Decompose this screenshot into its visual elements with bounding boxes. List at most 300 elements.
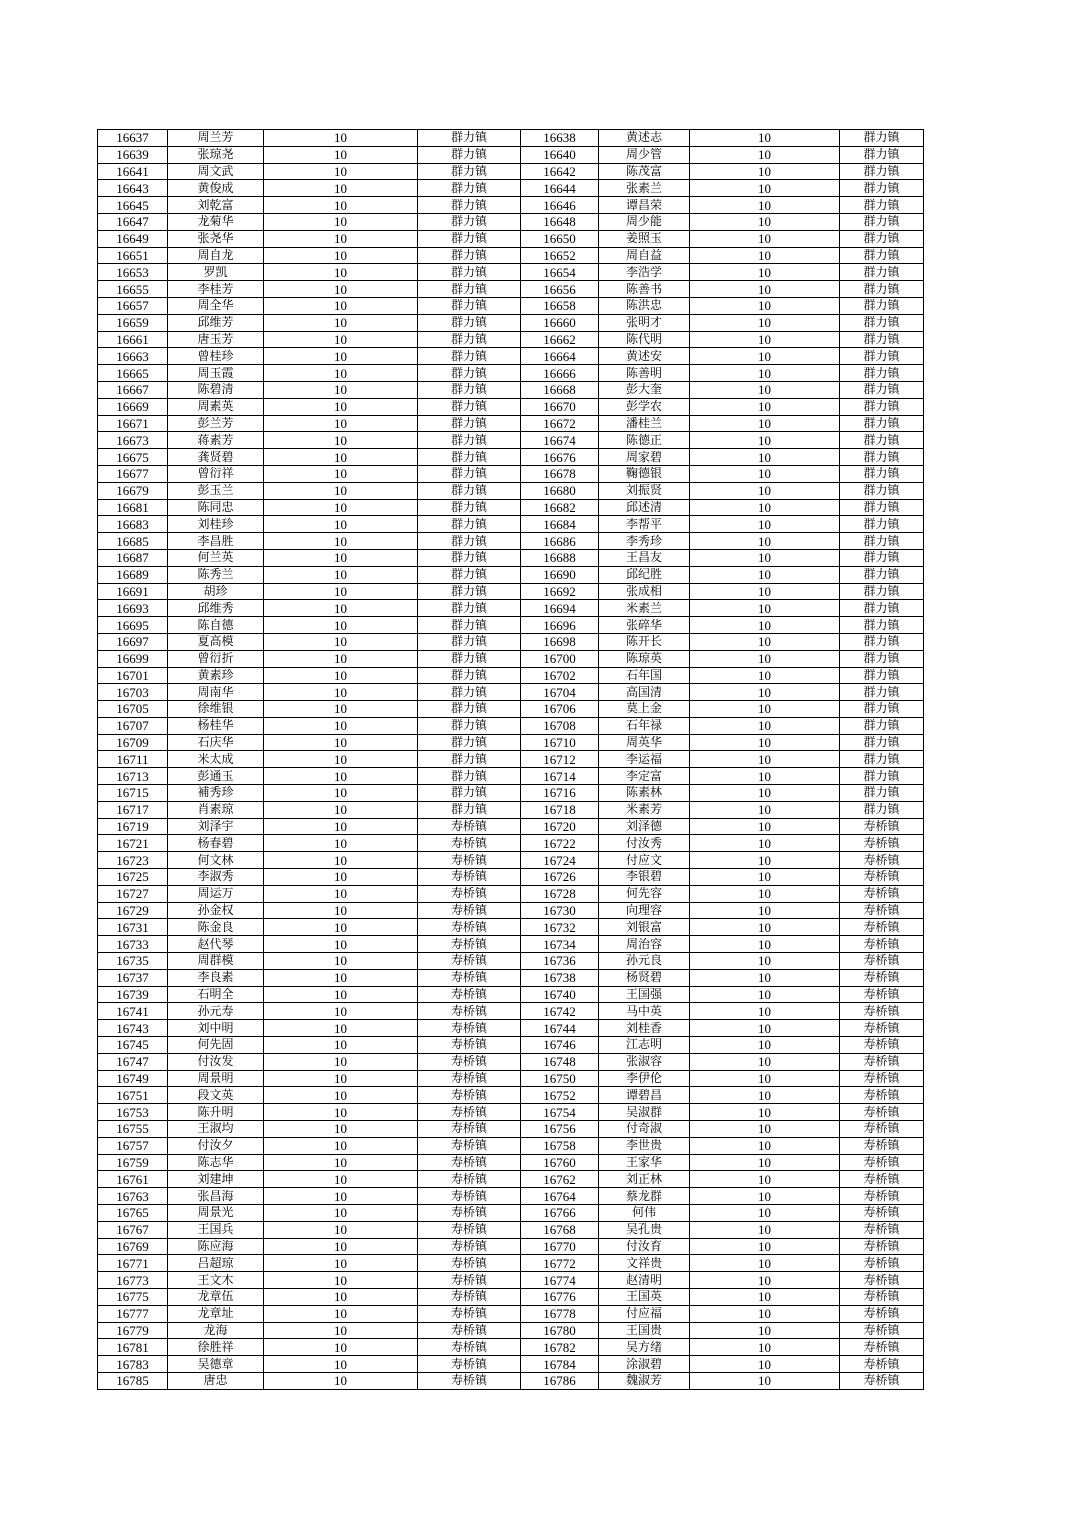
town-cell: 群力镇 [840, 163, 924, 180]
amount-cell: 10 [690, 348, 840, 365]
town-cell: 寿桥镇 [418, 835, 521, 852]
person-name-cell: 石明全 [168, 986, 264, 1003]
table-row [98, 1087, 924, 1104]
person-name-cell: 李良素 [168, 969, 264, 986]
record-id-cell: 16705 [98, 701, 168, 718]
table-row [98, 785, 924, 802]
town-cell: 寿桥镇 [840, 1272, 924, 1289]
record-id-cell: 16744 [521, 1020, 599, 1037]
person-name-cell: 江志明 [599, 1037, 690, 1054]
amount-cell: 10 [264, 1238, 418, 1255]
record-id-cell: 16712 [521, 751, 599, 768]
record-id-cell: 16683 [98, 516, 168, 533]
record-id-cell: 16707 [98, 717, 168, 734]
table-row [98, 734, 924, 751]
table-row [98, 650, 924, 667]
person-name-cell: 吴方绪 [599, 1339, 690, 1356]
person-name-cell: 王国兵 [168, 1221, 264, 1238]
amount-cell: 10 [690, 1087, 840, 1104]
record-id-cell: 16718 [521, 801, 599, 818]
town-cell: 寿桥镇 [418, 1288, 521, 1305]
record-id-cell: 16756 [521, 1121, 599, 1138]
record-id-cell: 16774 [521, 1272, 599, 1289]
table-row [98, 281, 924, 298]
record-id-cell: 16656 [521, 281, 599, 298]
record-id-cell: 16786 [521, 1372, 599, 1389]
amount-cell: 10 [690, 1188, 840, 1205]
town-cell: 群力镇 [418, 785, 521, 802]
town-cell: 群力镇 [840, 499, 924, 516]
town-cell: 寿桥镇 [418, 902, 521, 919]
record-id-cell: 16680 [521, 482, 599, 499]
record-id-cell: 16725 [98, 869, 168, 886]
table-row [98, 701, 924, 718]
town-cell: 群力镇 [840, 146, 924, 163]
record-id-cell: 16653 [98, 264, 168, 281]
amount-cell: 10 [264, 583, 418, 600]
amount-cell: 10 [264, 600, 418, 617]
record-id-cell: 16724 [521, 852, 599, 869]
town-cell: 寿桥镇 [418, 852, 521, 869]
record-id-cell: 16780 [521, 1322, 599, 1339]
record-id-cell: 16639 [98, 146, 168, 163]
table-row [98, 617, 924, 634]
town-cell: 寿桥镇 [418, 919, 521, 936]
town-cell: 群力镇 [840, 297, 924, 314]
amount-cell: 10 [690, 365, 840, 382]
table-row [98, 600, 924, 617]
record-id-cell: 16733 [98, 936, 168, 953]
person-name-cell: 胡珍 [168, 583, 264, 600]
person-name-cell: 陈素林 [599, 785, 690, 802]
town-cell: 寿桥镇 [418, 1104, 521, 1121]
person-name-cell: 周家碧 [599, 449, 690, 466]
person-name-cell: 杨春碧 [168, 835, 264, 852]
town-cell: 群力镇 [840, 230, 924, 247]
amount-cell: 10 [690, 986, 840, 1003]
table-row [98, 1121, 924, 1138]
amount-cell: 10 [690, 432, 840, 449]
person-name-cell: 周少管 [599, 146, 690, 163]
town-cell: 寿桥镇 [840, 969, 924, 986]
amount-cell: 10 [264, 885, 418, 902]
amount-cell: 10 [690, 617, 840, 634]
record-id-cell: 16714 [521, 768, 599, 785]
amount-cell: 10 [690, 701, 840, 718]
table-row [98, 1372, 924, 1389]
record-id-cell: 16687 [98, 549, 168, 566]
amount-cell: 10 [690, 751, 840, 768]
amount-cell: 10 [690, 516, 840, 533]
amount-cell: 10 [264, 381, 418, 398]
person-name-cell: 刘振贤 [599, 482, 690, 499]
person-name-cell: 陈德正 [599, 432, 690, 449]
amount-cell: 10 [690, 1305, 840, 1322]
town-cell: 寿桥镇 [418, 1372, 521, 1389]
person-name-cell: 陈自德 [168, 617, 264, 634]
record-id-cell: 16785 [98, 1372, 168, 1389]
table-row [98, 969, 924, 986]
record-id-cell: 16717 [98, 801, 168, 818]
record-id-cell: 16661 [98, 331, 168, 348]
person-name-cell: 陈同忠 [168, 499, 264, 516]
amount-cell: 10 [690, 230, 840, 247]
town-cell: 寿桥镇 [840, 1238, 924, 1255]
amount-cell: 10 [690, 1121, 840, 1138]
person-name-cell: 彭玉兰 [168, 482, 264, 499]
record-id-cell: 16746 [521, 1037, 599, 1054]
record-id-cell: 16766 [521, 1205, 599, 1222]
record-id-cell: 16669 [98, 398, 168, 415]
record-id-cell: 16641 [98, 163, 168, 180]
amount-cell: 10 [690, 852, 840, 869]
town-cell: 寿桥镇 [418, 953, 521, 970]
record-id-cell: 16686 [521, 533, 599, 550]
person-name-cell: 曾桂珍 [168, 348, 264, 365]
amount-cell: 10 [264, 801, 418, 818]
amount-cell: 10 [690, 297, 840, 314]
amount-cell: 10 [690, 146, 840, 163]
town-cell: 群力镇 [840, 516, 924, 533]
town-cell: 群力镇 [418, 247, 521, 264]
person-name-cell: 黄述安 [599, 348, 690, 365]
record-id-cell: 16675 [98, 449, 168, 466]
amount-cell: 10 [264, 297, 418, 314]
town-cell: 寿桥镇 [418, 885, 521, 902]
amount-cell: 10 [690, 1037, 840, 1054]
record-id-cell: 16698 [521, 633, 599, 650]
person-name-cell: 刘银富 [599, 919, 690, 936]
table-row [98, 852, 924, 869]
record-id-cell: 16739 [98, 986, 168, 1003]
table-row [98, 533, 924, 550]
town-cell: 群力镇 [840, 264, 924, 281]
amount-cell: 10 [690, 398, 840, 415]
person-name-cell: 龚贤碧 [168, 449, 264, 466]
person-name-cell: 刘泽德 [599, 818, 690, 835]
record-id-cell: 16751 [98, 1087, 168, 1104]
record-id-cell: 16701 [98, 667, 168, 684]
amount-cell: 10 [264, 684, 418, 701]
record-id-cell: 16771 [98, 1255, 168, 1272]
table-row [98, 986, 924, 1003]
record-id-cell: 16776 [521, 1288, 599, 1305]
person-name-cell: 孙元良 [599, 953, 690, 970]
record-id-cell: 16784 [521, 1356, 599, 1373]
table-row [98, 1339, 924, 1356]
amount-cell: 10 [690, 1339, 840, 1356]
amount-cell: 10 [690, 1372, 840, 1389]
town-cell: 群力镇 [418, 734, 521, 751]
record-id-cell: 16755 [98, 1121, 168, 1138]
person-name-cell: 谭昌荣 [599, 197, 690, 214]
person-name-cell: 谭碧昌 [599, 1087, 690, 1104]
table-row [98, 297, 924, 314]
record-id-cell: 16689 [98, 566, 168, 583]
amount-cell: 10 [264, 1020, 418, 1037]
amount-cell: 10 [264, 1154, 418, 1171]
amount-cell: 10 [264, 717, 418, 734]
record-id-cell: 16728 [521, 885, 599, 902]
record-id-cell: 16713 [98, 768, 168, 785]
town-cell: 群力镇 [418, 314, 521, 331]
person-name-cell: 张淑容 [599, 1053, 690, 1070]
person-name-cell: 刘正林 [599, 1171, 690, 1188]
town-cell: 寿桥镇 [418, 1053, 521, 1070]
table-row [98, 415, 924, 432]
town-cell: 群力镇 [840, 751, 924, 768]
record-id-cell: 16678 [521, 465, 599, 482]
record-id-cell: 16759 [98, 1154, 168, 1171]
amount-cell: 10 [264, 1339, 418, 1356]
person-name-cell: 张碎华 [599, 617, 690, 634]
town-cell: 寿桥镇 [840, 1205, 924, 1222]
person-name-cell: 彭兰芳 [168, 415, 264, 432]
person-name-cell: 彭学农 [599, 398, 690, 415]
amount-cell: 10 [690, 415, 840, 432]
amount-cell: 10 [264, 1255, 418, 1272]
record-id-cell: 16696 [521, 617, 599, 634]
town-cell: 群力镇 [418, 264, 521, 281]
amount-cell: 10 [690, 953, 840, 970]
amount-cell: 10 [690, 919, 840, 936]
town-cell: 群力镇 [418, 465, 521, 482]
record-id-cell: 16741 [98, 1003, 168, 1020]
amount-cell: 10 [264, 281, 418, 298]
town-cell: 寿桥镇 [418, 1070, 521, 1087]
table-row [98, 1154, 924, 1171]
record-id-cell: 16778 [521, 1305, 599, 1322]
record-id-cell: 16673 [98, 432, 168, 449]
amount-cell: 10 [264, 415, 418, 432]
person-name-cell: 陈善书 [599, 281, 690, 298]
town-cell: 群力镇 [840, 465, 924, 482]
record-id-cell: 16747 [98, 1053, 168, 1070]
amount-cell: 10 [264, 163, 418, 180]
record-id-cell: 16652 [521, 247, 599, 264]
town-cell: 寿桥镇 [840, 902, 924, 919]
record-id-cell: 16709 [98, 734, 168, 751]
record-id-cell: 16743 [98, 1020, 168, 1037]
table-row [98, 432, 924, 449]
person-name-cell: 周少能 [599, 213, 690, 230]
town-cell: 寿桥镇 [418, 1238, 521, 1255]
person-name-cell: 米太成 [168, 751, 264, 768]
amount-cell: 10 [264, 1305, 418, 1322]
record-id-cell: 16688 [521, 549, 599, 566]
record-id-cell: 16729 [98, 902, 168, 919]
record-id-cell: 16727 [98, 885, 168, 902]
record-id-cell: 16764 [521, 1188, 599, 1205]
person-name-cell: 夏高模 [168, 633, 264, 650]
town-cell: 群力镇 [418, 213, 521, 230]
person-name-cell: 何伟 [599, 1205, 690, 1222]
table-row [98, 953, 924, 970]
record-id-cell: 16697 [98, 633, 168, 650]
amount-cell: 10 [690, 785, 840, 802]
table-row [98, 1238, 924, 1255]
town-cell: 群力镇 [418, 516, 521, 533]
record-id-cell: 16699 [98, 650, 168, 667]
town-cell: 寿桥镇 [840, 953, 924, 970]
record-id-cell: 16773 [98, 1272, 168, 1289]
amount-cell: 10 [264, 1003, 418, 1020]
town-cell: 寿桥镇 [418, 1322, 521, 1339]
record-id-cell: 16738 [521, 969, 599, 986]
town-cell: 群力镇 [840, 617, 924, 634]
amount-cell: 10 [264, 314, 418, 331]
amount-cell: 10 [264, 247, 418, 264]
table-row [98, 549, 924, 566]
amount-cell: 10 [690, 818, 840, 835]
person-name-cell: 孙金权 [168, 902, 264, 919]
town-cell: 寿桥镇 [418, 1121, 521, 1138]
record-id-cell: 16694 [521, 600, 599, 617]
amount-cell: 10 [690, 633, 840, 650]
table-row [98, 197, 924, 214]
person-name-cell: 李淑秀 [168, 869, 264, 886]
amount-cell: 10 [690, 1154, 840, 1171]
table-row [98, 1221, 924, 1238]
amount-cell: 10 [264, 264, 418, 281]
record-id-cell: 16642 [521, 163, 599, 180]
town-cell: 群力镇 [418, 449, 521, 466]
town-cell: 群力镇 [840, 549, 924, 566]
record-id-cell: 16638 [521, 130, 599, 147]
person-name-cell: 陈升明 [168, 1104, 264, 1121]
table-row [98, 1070, 924, 1087]
person-name-cell: 王国贵 [599, 1322, 690, 1339]
table-row [98, 381, 924, 398]
record-id-cell: 16660 [521, 314, 599, 331]
town-cell: 群力镇 [840, 213, 924, 230]
table-row [98, 1205, 924, 1222]
town-cell: 寿桥镇 [418, 1356, 521, 1373]
record-id-cell: 16665 [98, 365, 168, 382]
table-row [98, 247, 924, 264]
person-name-cell: 龙菊华 [168, 213, 264, 230]
person-name-cell: 王国英 [599, 1288, 690, 1305]
record-id-cell: 16736 [521, 953, 599, 970]
person-name-cell: 黄素珍 [168, 667, 264, 684]
amount-cell: 10 [690, 969, 840, 986]
amount-cell: 10 [264, 1272, 418, 1289]
record-id-cell: 16650 [521, 230, 599, 247]
record-id-cell: 16691 [98, 583, 168, 600]
amount-cell: 10 [690, 1238, 840, 1255]
record-id-cell: 16666 [521, 365, 599, 382]
table-row [98, 751, 924, 768]
town-cell: 寿桥镇 [840, 1356, 924, 1373]
person-name-cell: 鞠德银 [599, 465, 690, 482]
town-cell: 寿桥镇 [418, 1154, 521, 1171]
table-row [98, 516, 924, 533]
record-id-cell: 16722 [521, 835, 599, 852]
record-id-cell: 16711 [98, 751, 168, 768]
amount-cell: 10 [264, 734, 418, 751]
person-name-cell: 周自益 [599, 247, 690, 264]
person-name-cell: 姜照玉 [599, 230, 690, 247]
record-id-cell: 16679 [98, 482, 168, 499]
town-cell: 群力镇 [418, 415, 521, 432]
person-name-cell: 何先固 [168, 1037, 264, 1054]
town-cell: 群力镇 [418, 365, 521, 382]
amount-cell: 10 [690, 1205, 840, 1222]
person-name-cell: 李伊伦 [599, 1070, 690, 1087]
town-cell: 群力镇 [418, 432, 521, 449]
town-cell: 寿桥镇 [418, 1205, 521, 1222]
record-id-cell: 16657 [98, 297, 168, 314]
person-name-cell: 石庆华 [168, 734, 264, 751]
amount-cell: 10 [264, 230, 418, 247]
amount-cell: 10 [264, 852, 418, 869]
record-id-cell: 16742 [521, 1003, 599, 1020]
person-name-cell: 龙章伍 [168, 1288, 264, 1305]
amount-cell: 10 [264, 1188, 418, 1205]
amount-cell: 10 [690, 381, 840, 398]
person-name-cell: 周治容 [599, 936, 690, 953]
record-id-cell: 16734 [521, 936, 599, 953]
person-name-cell: 邱维秀 [168, 600, 264, 617]
amount-cell: 10 [690, 1070, 840, 1087]
town-cell: 寿桥镇 [840, 1087, 924, 1104]
person-name-cell: 张素兰 [599, 180, 690, 197]
town-cell: 群力镇 [418, 398, 521, 415]
amount-cell: 10 [264, 1053, 418, 1070]
record-id-cell: 16658 [521, 297, 599, 314]
amount-cell: 10 [264, 482, 418, 499]
record-id-cell: 16651 [98, 247, 168, 264]
amount-cell: 10 [690, 180, 840, 197]
record-id-cell: 16637 [98, 130, 168, 147]
person-name-cell: 潘桂兰 [599, 415, 690, 432]
record-id-cell: 16643 [98, 180, 168, 197]
person-name-cell: 石年禄 [599, 717, 690, 734]
town-cell: 群力镇 [840, 331, 924, 348]
amount-cell: 10 [264, 785, 418, 802]
town-cell: 群力镇 [840, 583, 924, 600]
amount-cell: 10 [264, 1205, 418, 1222]
record-id-cell: 16770 [521, 1238, 599, 1255]
town-cell: 群力镇 [840, 768, 924, 785]
town-cell: 群力镇 [418, 549, 521, 566]
person-name-cell: 刘中明 [168, 1020, 264, 1037]
person-name-cell: 李帮平 [599, 516, 690, 533]
person-name-cell: 罗凯 [168, 264, 264, 281]
table-row [98, 1003, 924, 1020]
town-cell: 群力镇 [840, 566, 924, 583]
record-id-cell: 16768 [521, 1221, 599, 1238]
town-cell: 群力镇 [840, 633, 924, 650]
table-row [98, 465, 924, 482]
amount-cell: 10 [690, 717, 840, 734]
town-cell: 寿桥镇 [840, 1037, 924, 1054]
amount-cell: 10 [264, 432, 418, 449]
town-cell: 寿桥镇 [840, 1020, 924, 1037]
person-name-cell: 周景明 [168, 1070, 264, 1087]
amount-cell: 10 [264, 953, 418, 970]
table-row [98, 499, 924, 516]
table-row [98, 1322, 924, 1339]
amount-cell: 10 [264, 465, 418, 482]
town-cell: 群力镇 [418, 482, 521, 499]
town-cell: 群力镇 [840, 717, 924, 734]
amount-cell: 10 [690, 1053, 840, 1070]
person-name-cell: 米素芳 [599, 801, 690, 818]
town-cell: 群力镇 [418, 348, 521, 365]
person-name-cell: 龙海 [168, 1322, 264, 1339]
table-row [98, 314, 924, 331]
